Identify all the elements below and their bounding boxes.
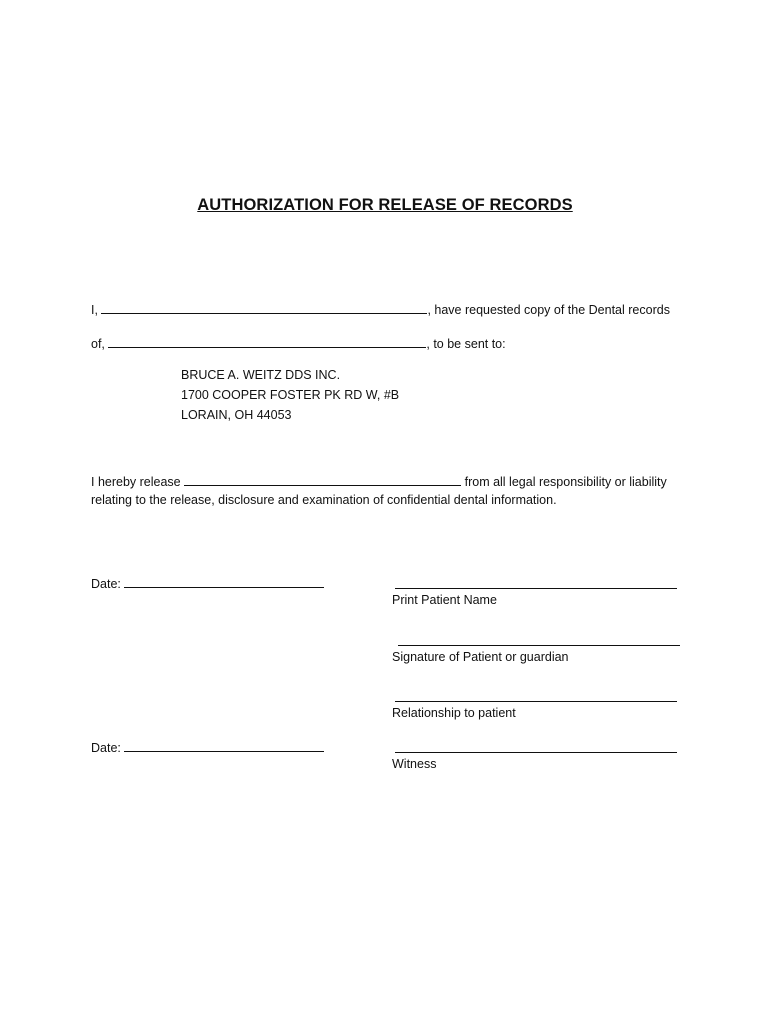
date-line-2 <box>91 739 324 756</box>
release-party-field[interactable] <box>184 473 461 486</box>
document-title: AUTHORIZATION FOR RELEASE OF RECORDS <box>197 196 573 214</box>
patient-of-field[interactable] <box>108 335 426 348</box>
patient-of-line <box>91 335 506 352</box>
release-suffix: from all legal responsibility or liability <box>464 475 667 489</box>
patient-of-prefix: of, <box>91 337 105 351</box>
date-line-1 <box>91 575 324 592</box>
date-field-1[interactable] <box>124 575 324 588</box>
requester-name-field[interactable] <box>101 301 427 314</box>
release-line-2: relating to the release, disclosure and examination of confidential dental information. <box>91 493 557 507</box>
date-label-2: Date: <box>91 741 121 755</box>
print-name-label: Print Patient Name <box>392 593 497 607</box>
relationship-field[interactable] <box>395 701 677 702</box>
date-label-1: Date: <box>91 577 121 591</box>
signature-label: Signature of Patient or guardian <box>392 650 569 664</box>
release-prefix: I hereby release <box>91 475 181 489</box>
witness-field[interactable] <box>395 752 677 753</box>
date-field-2[interactable] <box>124 739 324 752</box>
witness-label: Witness <box>392 757 437 771</box>
requester-prefix: I, <box>91 303 98 317</box>
print-name-field[interactable] <box>395 588 677 589</box>
address-line-2: 1700 COOPER FOSTER PK RD W, #B <box>181 388 400 402</box>
address-line-3: LORAIN, OH 44053 <box>181 408 292 422</box>
relationship-label: Relationship to patient <box>392 706 516 720</box>
address-line-1: BRUCE A. WEITZ DDS INC. <box>181 368 341 382</box>
requester-suffix: , have requested copy of the Dental records <box>427 303 670 317</box>
release-line-1 <box>91 473 667 490</box>
requester-line <box>91 301 670 318</box>
signature-field[interactable] <box>398 645 680 646</box>
patient-of-suffix: , to be sent to: <box>426 337 506 351</box>
